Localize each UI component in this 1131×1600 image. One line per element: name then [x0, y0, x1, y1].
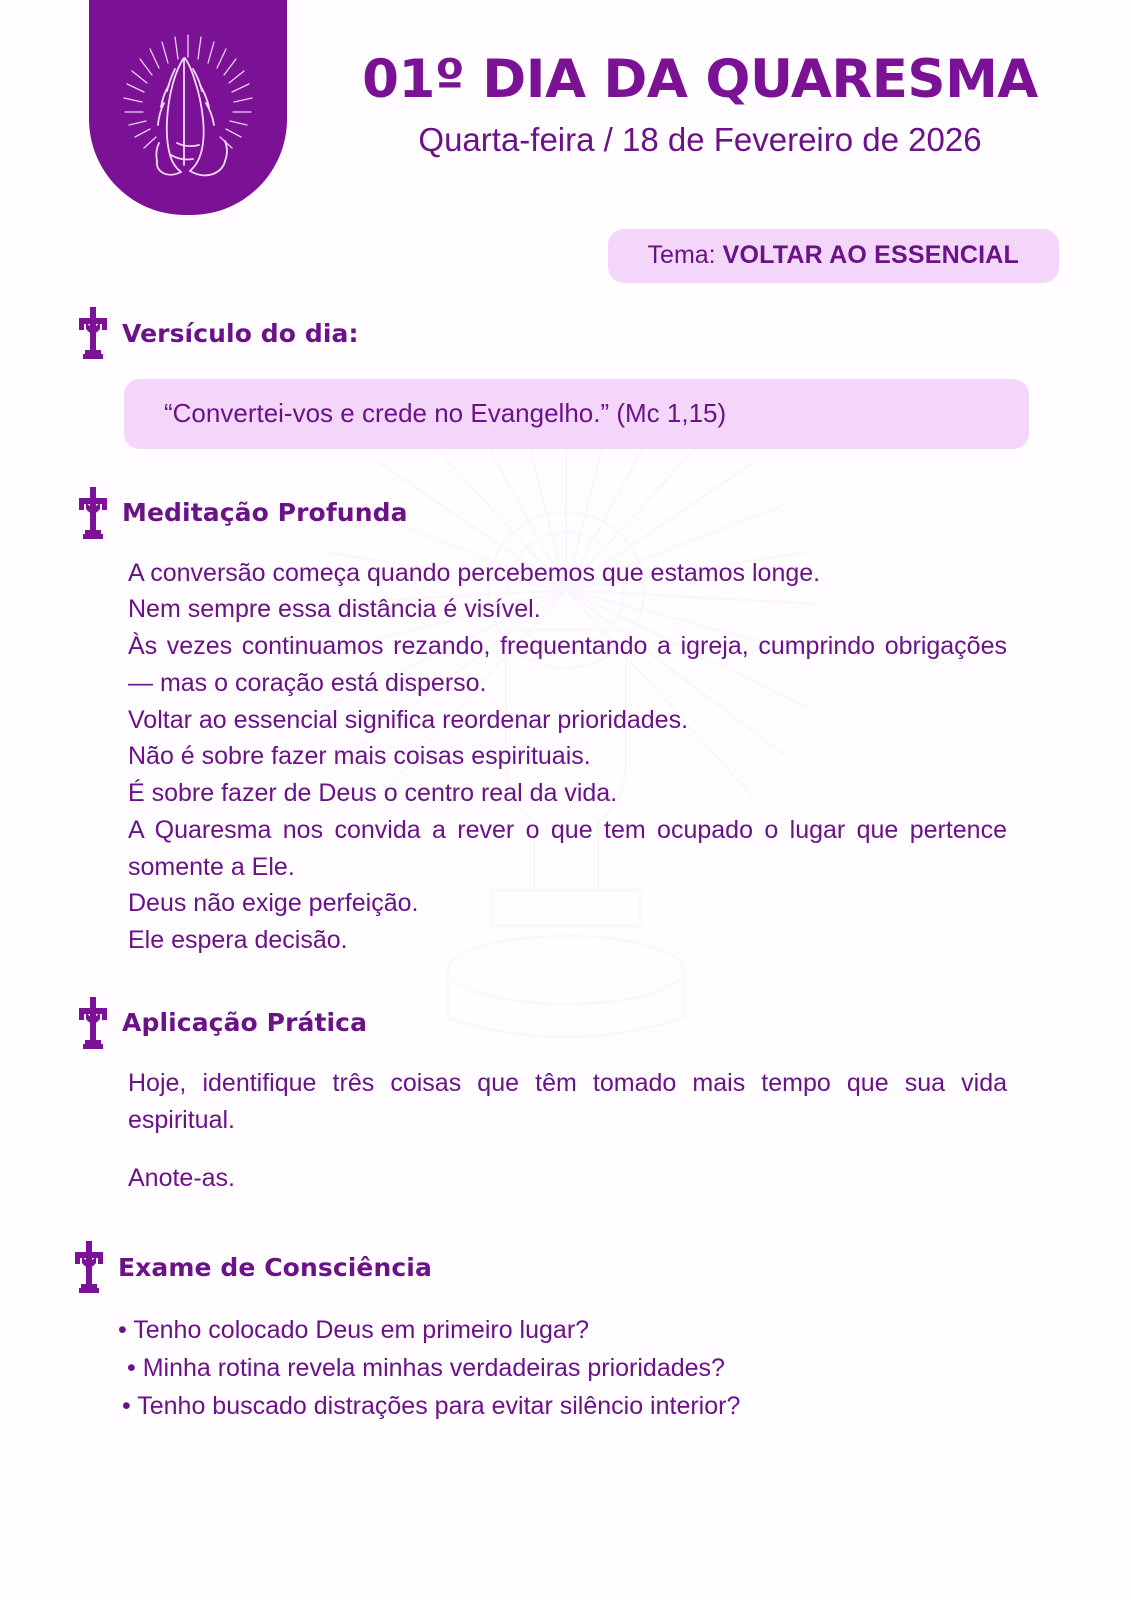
meditation-line: Nem sempre essa distância é visível. — [128, 595, 541, 624]
application-body — [128, 1065, 1007, 1197]
cross-icon — [76, 485, 110, 541]
list-item: • Tenho buscado distrações para evitar silêncio interior? — [122, 1392, 741, 1420]
verse-text: “Convertei-vos e crede no Evangelho.” (Mc 1,15) — [164, 398, 727, 428]
meditation-line: A conversão começa quando percebemos que estamos longe. — [128, 558, 821, 587]
praying-hands-icon — [113, 25, 263, 190]
verse-box — [124, 379, 1029, 449]
meditation-line: Não é sobre fazer mais coisas espirituais. — [128, 742, 591, 771]
meditation-body — [128, 555, 1007, 959]
section-header-verse — [0, 305, 1131, 361]
meditation-line: A Quaresma nos convida a rever o que tem ocupado o lugar que pertence somente a Ele. — [128, 815, 1007, 881]
page-subtitle: Quarta-feira / 18 de Fevereiro de 2026 — [418, 120, 982, 158]
meditation-line: Deus não exige perfeição. — [128, 889, 419, 918]
section-title-meditation: Meditação Profunda — [122, 498, 408, 527]
cross-icon — [76, 305, 110, 361]
page-title: 01º DIA DA QUARESMA — [362, 49, 1038, 110]
list-item: • Minha rotina revela minhas verdadeiras prioridades? — [127, 1354, 725, 1382]
section-header-examination — [0, 1239, 1131, 1295]
meditation-line: Às vezes continuamos rezando, frequentando a igreja, cumprindo obrigações — mas o coração está disperso. — [128, 632, 1007, 697]
theme-label: Tema: — [647, 241, 716, 269]
application-paragraph: Hoje, identifique três coisas que têm tomado mais tempo que sua vida espiritual. — [128, 1068, 1007, 1134]
theme-value: VOLTAR AO ESSENCIAL — [722, 241, 1019, 269]
theme-badge — [608, 229, 1059, 283]
application-note: Anote-as. — [128, 1164, 236, 1193]
list-item: • Tenho colocado Deus em primeiro lugar? — [118, 1316, 590, 1344]
document-content — [0, 305, 1131, 1425]
theme-badge-row — [0, 229, 1131, 283]
meditation-line: É sobre fazer de Deus o centro real da vida. — [128, 779, 618, 807]
section-title-verse: Versículo do dia: — [122, 318, 359, 348]
cross-icon — [76, 995, 110, 1051]
section-header-meditation — [0, 485, 1131, 541]
title-block — [300, 49, 1100, 158]
meditation-line: Voltar ao essencial significa reordenar prioridades. — [128, 705, 689, 734]
section-title-examination: Exame de Consciência — [118, 1252, 432, 1282]
praying-hands-badge — [89, 0, 287, 215]
section-title-application: Aplicação Prática — [122, 1008, 368, 1038]
section-header-application — [0, 995, 1131, 1051]
examination-list — [0, 1311, 1131, 1425]
meditation-line: Ele espera decisão. — [128, 926, 348, 954]
document-header — [0, 0, 1131, 215]
cross-icon — [72, 1239, 106, 1295]
